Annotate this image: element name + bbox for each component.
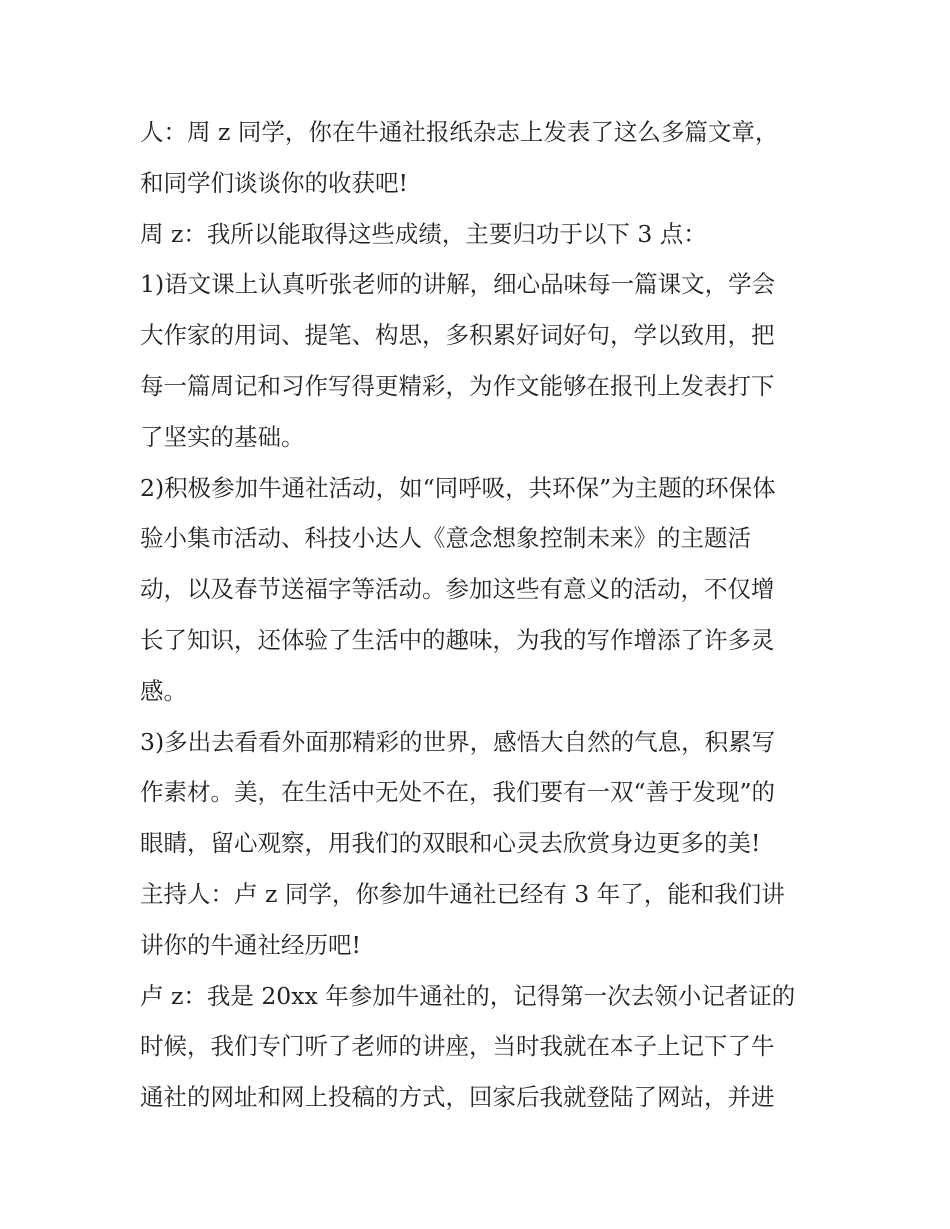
text-line: 周 z：我所以能取得这些成绩，主要归功于以下 3 点：: [140, 219, 707, 248]
text-line: 时候，我们专门听了老师的讲座，当时我就在本子上记下了牛: [140, 1032, 775, 1061]
text-line: 了坚实的基础。: [140, 422, 305, 451]
text-line: 每一篇周记和习作写得更精彩，为作文能够在报刊上发表打下: [140, 371, 775, 400]
text-line: 动，以及春节送福字等活动。参加这些有意义的活动，不仅增: [140, 575, 775, 604]
text-line: 卢 z：我是 20xx 年参加牛通社的，记得第一次去领小记者证的: [140, 981, 796, 1010]
text-line: 人：周 z 同学，你在牛通社报纸杂志上发表了这么多篇文章，: [140, 118, 779, 146]
text-line: 主持人：卢 z 同学，你参加牛通社已经有 3 年了，能和我们讲: [140, 879, 785, 908]
text-line: 和同学们谈谈你的收获吧!: [140, 168, 408, 197]
body-text: [140, 107, 840, 1123]
text-line: 3)多出去看看外面那精彩的世界，感悟大自然的气息，积累写: [140, 727, 776, 756]
text-line: 1)语文课上认真听张老师的讲解，细心品味每一篇课文，学会: [140, 270, 776, 299]
text-line: 验小集市活动、科技小达人《意念想象控制未来》的主题活: [140, 524, 751, 553]
text-line: 2)积极参加牛通社活动，如“同呼吸，共环保”为主题的环保体: [140, 473, 776, 502]
text-line: 长了知识，还体验了生活中的趣味，为我的写作增添了许多灵: [140, 625, 775, 654]
text-line: 眼睛，留心观察，用我们的双眼和心灵去欣赏身边更多的美!: [140, 829, 761, 858]
text-line: 讲你的牛通社经历吧!: [140, 930, 361, 959]
text-line: 感。: [140, 676, 187, 705]
text-line: 大作家的用词、提笔、构思，多积累好词好句，学以致用，把: [140, 321, 775, 350]
text-line: 通社的网址和网上投稿的方式，回家后我就登陆了网站，并进: [140, 1083, 775, 1112]
text-line: 作素材。美，在生活中无处不在，我们要有一双“善于发现”的: [140, 778, 776, 807]
